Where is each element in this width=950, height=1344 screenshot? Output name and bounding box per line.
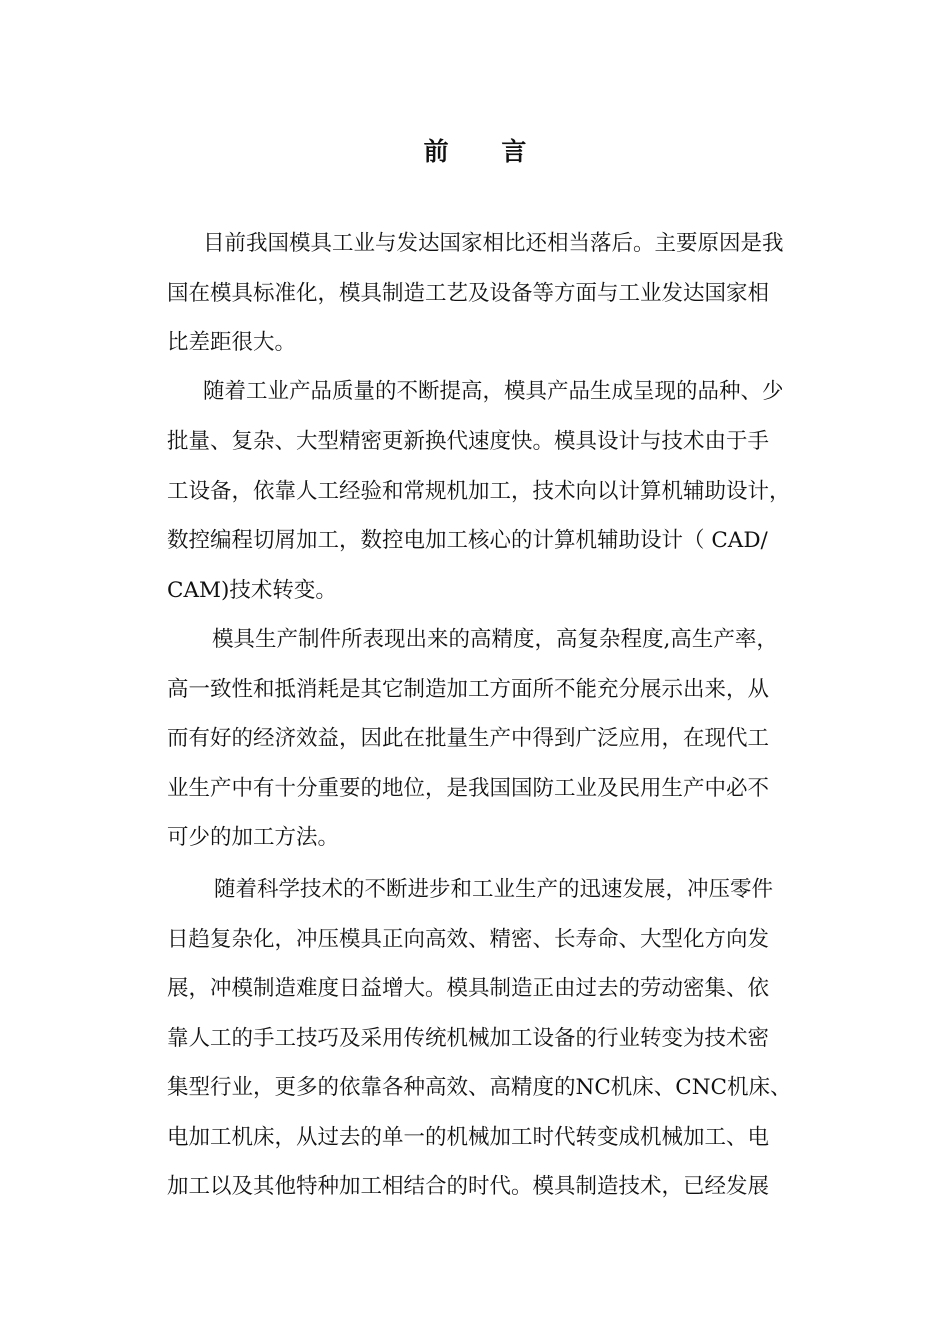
text-line: 集型行业，更多的依靠各种高效、高精度的NC机床、CNC机床、 bbox=[167, 1075, 792, 1100]
text-line: 可少的加工方法。 bbox=[167, 825, 340, 850]
text-line: 比差距很大。 bbox=[167, 330, 297, 355]
text-line: 展，冲模制造难度日益增大。模具制造正由过去的劳动密集、依 bbox=[167, 976, 770, 1001]
text-line: 目前我国模具工业与发达国家相比还相当落后。主要原因是我 bbox=[203, 231, 784, 256]
text-line: 模具生产制件所表现出来的高精度，高复杂程度,高生产率， bbox=[212, 627, 778, 652]
text-line: 电加工机床，从过去的单一的机械加工时代转变成机械加工、电 bbox=[167, 1125, 770, 1150]
text-line: 高一致性和抵消耗是其它制造加工方面所不能充分展示出来，从 bbox=[167, 677, 770, 702]
text-line: CAM)技术转变。 bbox=[167, 578, 337, 603]
text-line: 批量、复杂、大型精密更新换代速度快。模具设计与技术由于手 bbox=[167, 429, 770, 454]
text-line: 而有好的经济效益，因此在批量生产中得到广泛应用，在现代工 bbox=[167, 726, 770, 751]
text-line: 数控编程切屑加工，数控电加工核心的计算机辅助设计（ CAD/ bbox=[167, 528, 768, 553]
text-line: 国在模具标准化，模具制造工艺及设备等方面与工业发达国家相 bbox=[167, 281, 770, 306]
text-line: 业生产中有十分重要的地位，是我国国防工业及民用生产中必不 bbox=[167, 776, 770, 801]
text-line: 日趋复杂化，冲压模具正向高效、精密、长寿命、大型化方向发 bbox=[167, 927, 770, 952]
text-line: 工设备，依靠人工经验和常规机加工，技术向以计算机辅助设计， bbox=[167, 479, 791, 504]
text-line: 靠人工的手工技巧及采用传统机械加工设备的行业转变为技术密 bbox=[167, 1026, 770, 1051]
page-title: 前 言 bbox=[423, 137, 549, 166]
text-line: 随着工业产品质量的不断提高，模具产品生成呈现的品种、少 bbox=[203, 379, 784, 404]
text-line: 随着科学技术的不断进步和工业生产的迅速发展，冲压零件 bbox=[214, 877, 774, 902]
text-line: 加工以及其他特种加工相结合的时代。模具制造技术，已经发展 bbox=[167, 1174, 770, 1199]
